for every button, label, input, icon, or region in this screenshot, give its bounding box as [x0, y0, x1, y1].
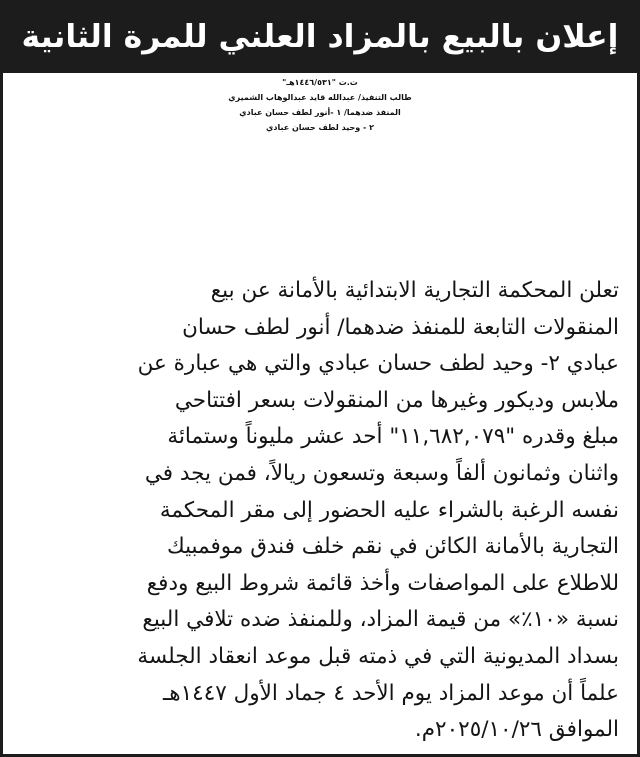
body-line: عبادي ٢- وحيد لطف حسان عبادي والتي هي عبارة عن: [137, 351, 619, 377]
body-line: المنقولات التابعة للمنفذ ضدهما/ أنور لطف حسان: [182, 314, 619, 340]
notice-title: إعلان بالبيع بالمزاد العلني للمرة الثانية: [21, 19, 619, 56]
body-line: واثنان وثمانون ألفاً وسبعة وتسعون ريالاً، فمن يجد في: [144, 460, 619, 486]
case-reference: ت.ت "١٤٤٦/٥٣١هـ": [282, 78, 358, 87]
debtor-two: ٢ - وحيد لطف حسان عبادي: [266, 122, 374, 132]
body-line: الموافق ٢٠٢٥/١٠/٢٦م.: [414, 717, 619, 743]
body-line: ملابس وديكور وغيرها من المنقولات بسعر افتتاحي: [174, 387, 619, 413]
body-line: نسبة «١٠٪» من قيمة المزاد، وللمنفذ ضده تلافي البيع: [142, 607, 619, 633]
body-line: بسداد المديونية التي في ذمته قبل موعد انعقاد الجلسة: [137, 643, 619, 669]
body-line: التجارية بالأمانة الكائن في نقم خلف فندق موفمبيك: [166, 534, 619, 560]
notice-body: [23, 273, 619, 749]
body-line: للاطلاع على المواصفات وأخذ قائمة شروط البيع ودفع: [146, 570, 619, 596]
body-line: مبلغ وقدره "١١,٦٨٢,٠٧٩" أحد عشر مليوناً وستمائة: [167, 424, 619, 450]
header-bar: [3, 3, 637, 73]
body-line: علماً أن موعد المزاد يوم الأحد ٤ جماد الأول ١٤٤٧هـ: [162, 680, 619, 706]
body-line: نفسه الرغبة بالشراء عليه الحضور إلى مقر المحكمة: [159, 497, 619, 523]
debtor-one: المنفذ ضدهما/ ١ -أنور لطف حسان عبادي: [239, 107, 401, 117]
execution-applicant: طالب التنفيذ/ عبدالله قايد عبدالوهاب الشميري: [228, 92, 412, 102]
case-details: [3, 77, 637, 133]
body-line: تعلن المحكمة التجارية الابتدائية بالأمانة عن بيع: [210, 278, 619, 303]
